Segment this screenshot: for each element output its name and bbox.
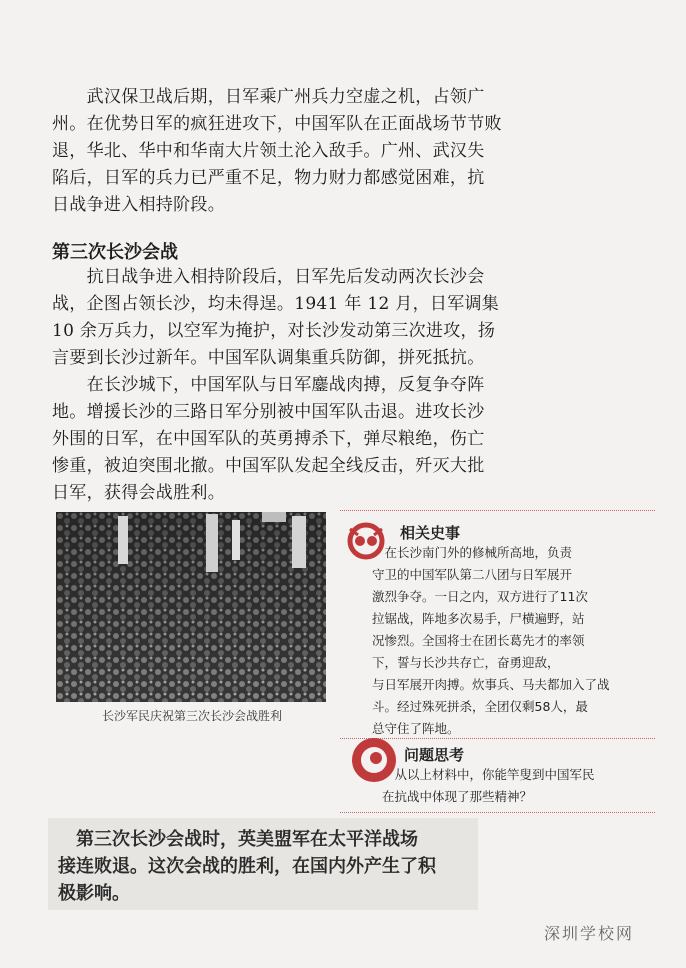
paragraph-changsha-intro [52, 264, 500, 372]
text-line: 陷后，日军的兵力已严重不足，物力财力都感觉困难，抗 [52, 168, 485, 188]
text-line: 地。增援长沙的三路日军分别被中国军队击退。进攻长沙 [52, 402, 485, 422]
watermark: 深圳学校网 [543, 924, 634, 943]
text-line: 在长沙城下，中国军队与日军鏖战肉搏，反复争夺阵 [52, 375, 485, 395]
question-text [382, 764, 662, 808]
text-line: 总守住了阵地。 [372, 721, 460, 736]
related-history-text [372, 542, 652, 740]
text-line: 在长沙南门外的修械所高地，负责 [372, 545, 573, 560]
text-line: 第三次长沙会战时，英美盟军在太平洋战场 [58, 829, 418, 850]
photo-caption: 长沙军民庆祝第三次长沙会战胜利 [101, 709, 282, 723]
text-line: 与日军展开肉搏。炊事兵、马夫都加入了战 [372, 677, 610, 692]
text-line: 10 余万兵力，以空军为掩护，对长沙发动第三次进攻，扬 [52, 321, 496, 341]
text-line: 武汉保卫战后期，日军乘广州兵力空虚之机，占领广 [52, 87, 485, 107]
text-line: 战，企图占领长沙，均未得逞。1941 年 12 月，日军调集 [52, 294, 500, 314]
text-line: 斗。经过殊死拼杀，全团仅剩58人，最 [372, 699, 588, 714]
paragraph-battle [52, 372, 485, 507]
text-line: 惨重，被迫突围北撤。中国军队发起全线反击，歼灭大批 [52, 456, 485, 476]
text-line: 守卫的中国军队第二八团与日军展开 [372, 567, 573, 582]
section-heading: 第三次长沙会战 [52, 242, 178, 263]
divider [340, 510, 655, 511]
text-line: 言要到长沙过新年。中国军队调集重兵防御，拼死抵抗。 [52, 348, 485, 368]
historical-photo [56, 512, 326, 702]
text-line: 抗日战争进入相持阶段后，日军先后发动两次长沙会 [52, 267, 485, 287]
text-line: 极影响。 [58, 883, 130, 904]
text-line: 日战争进入相持阶段。 [52, 195, 225, 215]
text-line: 况惨烈。全国将士在团长葛先才的率领 [372, 633, 585, 648]
text-line: 下，誓与长沙共存亡，奋勇迎敌， [372, 655, 560, 670]
question-title: 问题思考 [404, 746, 465, 764]
paragraph-conclusion [58, 826, 478, 907]
text-line: 外围的日军，在中国军队的英勇搏杀下，弹尽粮绝，伤亡 [52, 429, 485, 449]
text-line: 拉锯战，阵地多次易手，尸横遍野，站 [372, 611, 585, 626]
text-line: 接连败退。这次会战的胜利，在国内外产生了积 [58, 856, 436, 877]
text-line: 从以上材料中，你能竿叟到中国军民 [382, 767, 595, 782]
paragraph-wuhan [52, 84, 502, 219]
text-line: 退，华北、华中和华南大片领土沦入敌手。广州、武汉失 [52, 141, 485, 161]
text-line: 激烈争夺。一日之内，双方进行了11次 [372, 589, 588, 604]
related-history-title: 相关史事 [400, 524, 461, 542]
text-line: 日军，获得会战胜利。 [52, 483, 225, 503]
divider [340, 812, 655, 813]
text-line: 州。在优势日军的疯狂进攻下，中国军队在正面战场节节败 [52, 114, 502, 134]
text-line: 在抗战中体现了那些精神？ [382, 789, 533, 804]
